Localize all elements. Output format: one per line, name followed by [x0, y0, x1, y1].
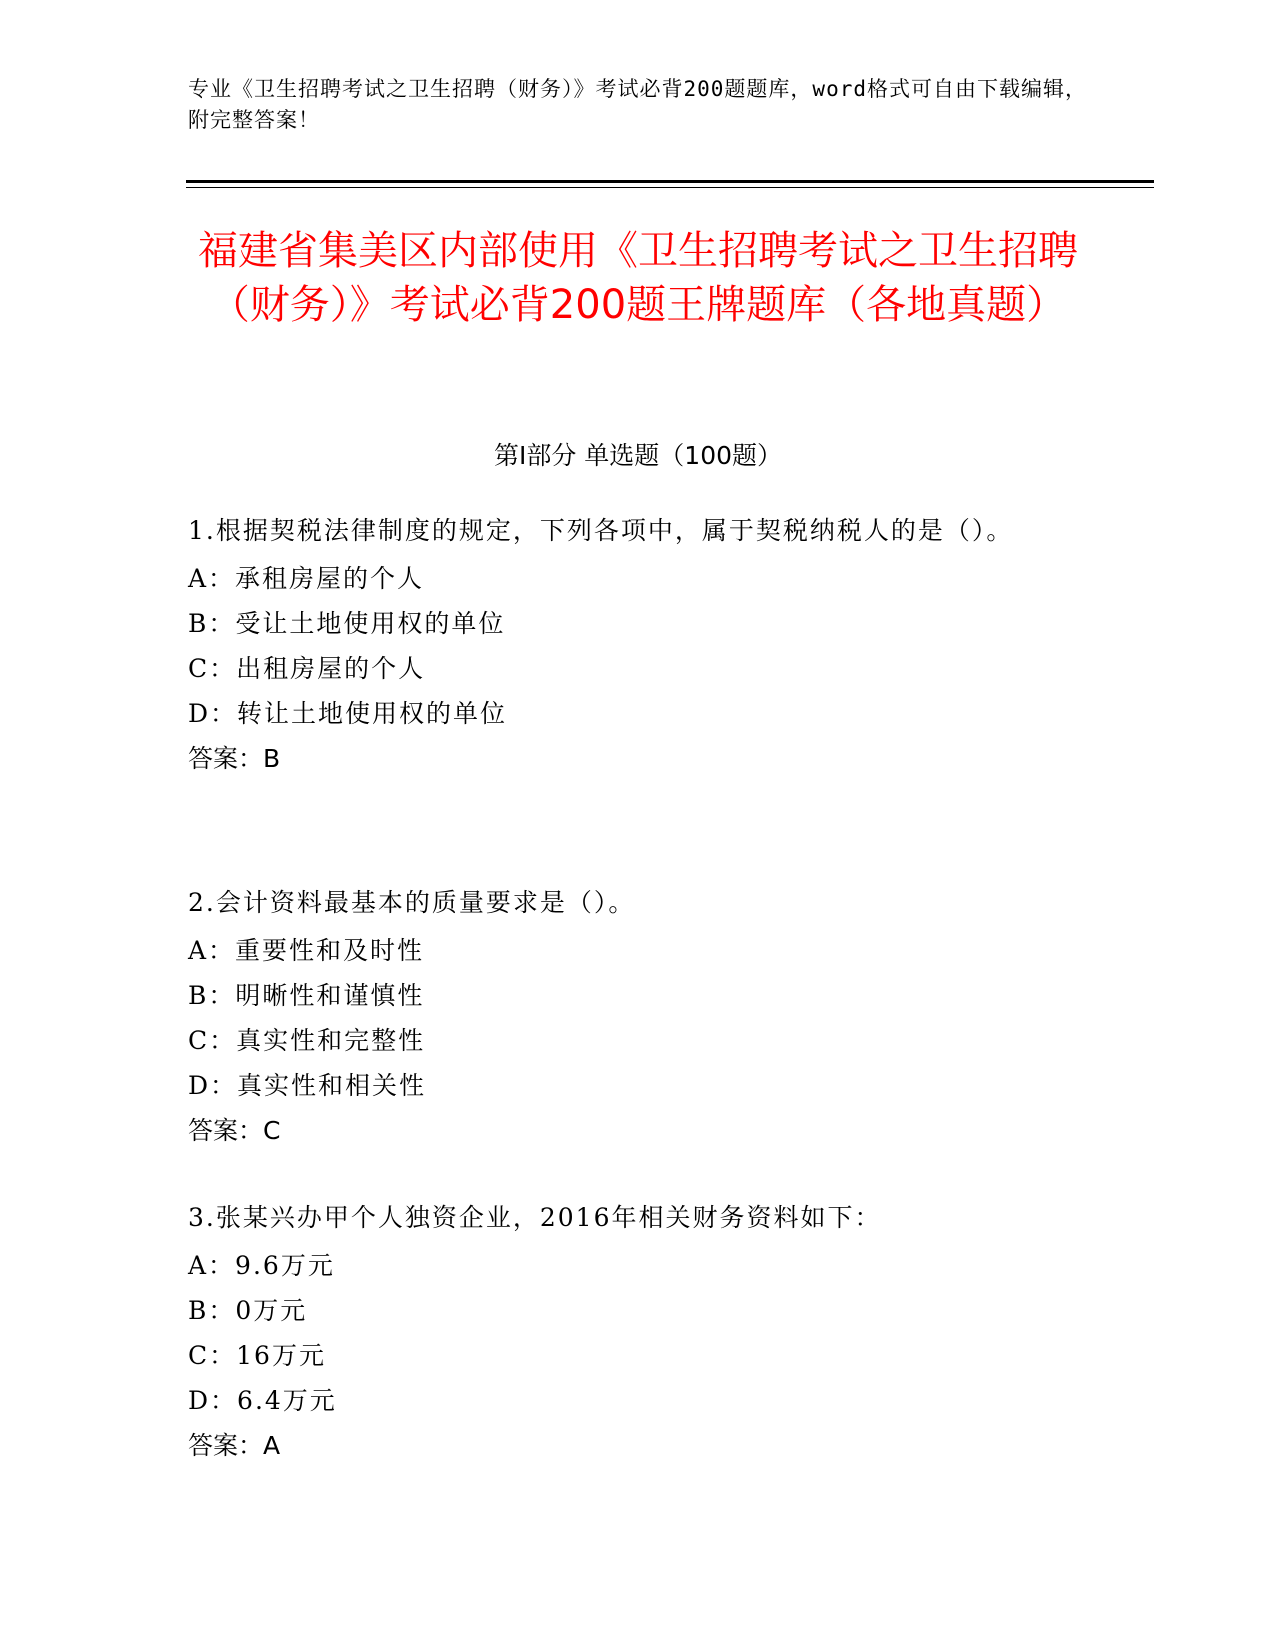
header-rule-thick: [186, 180, 1154, 183]
option-d: D：6.4万元: [188, 1386, 337, 1415]
answer: 答案：C: [188, 1116, 281, 1145]
option-b: B：0万元: [188, 1296, 308, 1325]
document-title: 福建省集美区内部使用《卫生招聘考试之卫生招聘（财务）》考试必背200题王牌题库（各地真题）: [198, 228, 1078, 328]
option-c: C：出租房屋的个人: [188, 654, 426, 683]
option-c: C：16万元: [188, 1341, 326, 1370]
option-c: C：真实性和完整性: [188, 1026, 426, 1055]
question-stem: 2.会计资料最基本的质量要求是（）。: [188, 888, 636, 917]
option-a: A：重要性和及时性: [188, 936, 425, 965]
option-d: D：转让土地使用权的单位: [188, 699, 508, 728]
question-3: [188, 1193, 1088, 1468]
option-b: B：受让土地使用权的单位: [188, 609, 506, 638]
answer: 答案：B: [188, 744, 281, 773]
header-note: 专业《卫生招聘考试之卫生招聘（财务）》考试必背200题题库，word格式可自由下载编辑，附完整答案！: [188, 77, 1087, 132]
option-d: D：真实性和相关性: [188, 1071, 427, 1100]
option-b: B：明晰性和谨慎性: [188, 981, 425, 1010]
header-rule-thin: [186, 187, 1154, 188]
question-1: [188, 506, 1088, 781]
option-a: A：9.6万元: [188, 1251, 335, 1280]
answer: 答案：A: [188, 1431, 281, 1460]
question-stem: 3.张某兴办甲个人独资企业，2016年相关财务资料如下：: [188, 1203, 882, 1232]
section-title: 第Ⅰ部分 单选题（100题）: [493, 441, 783, 470]
question-2: [188, 878, 1088, 1153]
question-stem: 1.根据契税法律制度的规定，下列各项中，属于契税纳税人的是（）。: [188, 516, 1014, 545]
option-a: A：承租房屋的个人: [188, 564, 425, 593]
